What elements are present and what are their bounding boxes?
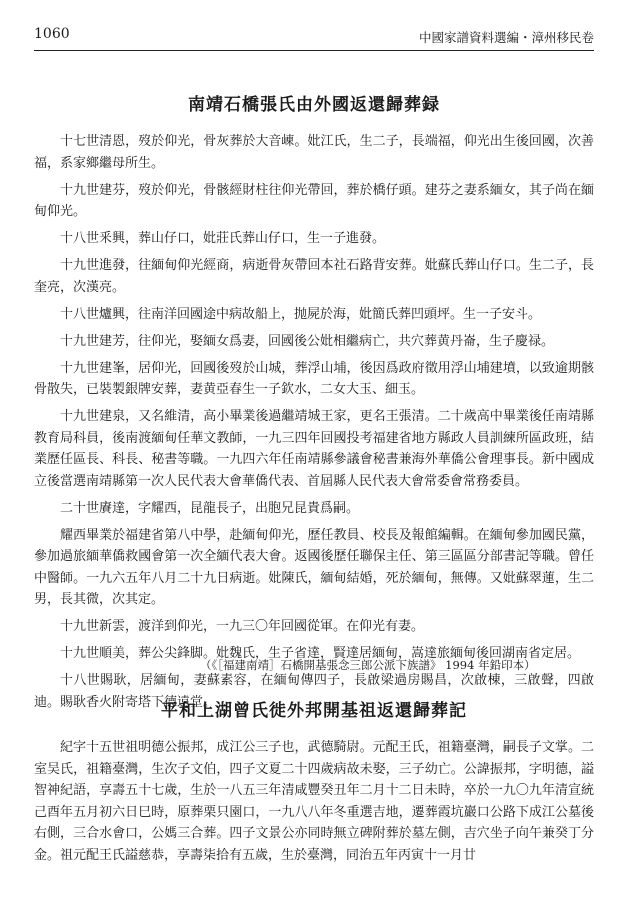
paragraph: 十九世建峯，居仰光，回國後歿於山城，葬浮山埔，後因爲政府徵用浮山埔建墳，以致逾期骸骨散失，已裝製銀牌安葬，妻黄亞春生一子欽水，二女大玉、細玉。 [34,360,594,397]
paragraph: 十八世爐興，往南洋回國途中病故船上，抛屍於海，妣簡氏葬凹頭坪。生一子安斗。 [60,306,542,322]
header-rule [34,50,594,51]
section-zhang-clan [34,90,594,719]
section-title: 平和上湖曾氏徙外邦開基祖返還歸葬記 [161,701,467,721]
paragraph: 十八世釆興，葬山仔口，妣莊氏葬山仔口，生一子進發。 [60,231,386,246]
paragraph: 十九世新雲，渡洋到仰光，一九三〇年回國從軍。在仰光有妻。 [60,619,425,634]
running-title: 中國家譜資料選編・漳州移民卷 [418,30,594,45]
page-header [34,26,594,46]
paragraph: 紀字十五世祖明德公振邦，成江公三子也，武德騎尉。元配王氏，祖籍臺灣，嗣長子文掌。二室吴氏，祖籍臺灣，生次子文伯，四子文夏二十四歲病故未娶，三子幼亡。公諱振邦，字明德，謚智神紀語，享壽五十七歲，生於一八五三年清咸豐癸丑年二月十二日未時，卒於一九〇九年清宣統己酉年五月初六日巳時，原葬栗只園口，一九八八年冬重選吉地，遷葬霞坑巖口公路下成江公墓後右側，三合水會口，公媽三合葬。四子文景公亦同時無立碑附葬於墓左側，吉穴坐子向午兼癸丁分金。祖元配王氏謚慈恭，享壽柒拾有五歲，生於臺灣，同治五年丙寅十一月廿 [34,740,594,863]
section-title: 南靖石橋張氏由外國返還歸葬録 [188,95,440,115]
paragraph: 十八世賜耿，居緬甸，妻蘇素容，在緬甸傳四子，長啟梁過房賜昌，次啟棟，三啟聲，四啟迪。賜耿香火附寄塔下德遠堂。 [34,673,594,710]
paragraph: 二十世賡達，字耀西，昆龍長子，出胞兄昆貴爲嗣。 [60,500,360,516]
page-number: 1060 [34,26,70,42]
paragraph: 十九世建芳，往仰光，娶緬女爲妻，回國後公妣相繼病亡，共穴葬黄丹崙，生子慶禄。 [60,333,555,349]
paragraph: 十九世建芬，歿於仰光，骨骸經財柱往仰光帶回，葬於橋仔頭。建芬之妻系緬女，其子尚在緬甸仰光。 [34,182,594,219]
paragraph: 十七世清恩，歿於仰光，骨灰葬於大音崠。妣江氏，生二子，長端福，仰光出生後回國，次善福，系家鄉繼母所生。 [34,134,594,171]
source-citation: （《［福建南靖］石橋開基張念三郎公派下族譜》 1994 年鉛印本） [200,658,536,672]
paragraph: 十九世進發，往緬甸仰光經商，病逝骨灰帶回本社石路背安葬。妣蘇氏葬山仔口。生二子，長奎亮，次漢亮。 [34,258,594,295]
paragraph: 耀西畢業於福建省第八中學，赴緬甸仰光，歷任教員、校長及報館編輯。在緬甸參加國民黨，參加過旅緬華僑救國會第一次全緬代表大會。返國後歷任聯保主任、第三區區分部書記等職。曾任中醫師。一九六五年八月二十九日病逝。妣陳氏，緬甸結婚，死於緬甸，無傳。又妣蘇翠蓮，生二男，長其微，次其定。 [34,527,594,607]
paragraph: 十九世建泉，又名維清，高小畢業後過繼靖城王家，更名王張清。二十歲高中畢業後任南靖縣教育局科員，後南渡緬甸任華文教師，一九三四年回國投考福建省地方縣政人員訓練所區政班，結業歷任區長、科長、秘書等職。一九四六年任南靖縣參議會秘書兼海外華僑公會理事長。新中國成立後當選南靖縣第一次人民代表大會華僑代表、首屆縣人民代表大會常委會常務委員。 [34,409,594,489]
section-zeng-clan [34,696,594,872]
paragraph: 十九世順美，葬公尖鋒脚。妣魏氏，生子省達，賢達居緬甸，嵩達旅緬甸後回湖南省定居。 [60,646,581,661]
